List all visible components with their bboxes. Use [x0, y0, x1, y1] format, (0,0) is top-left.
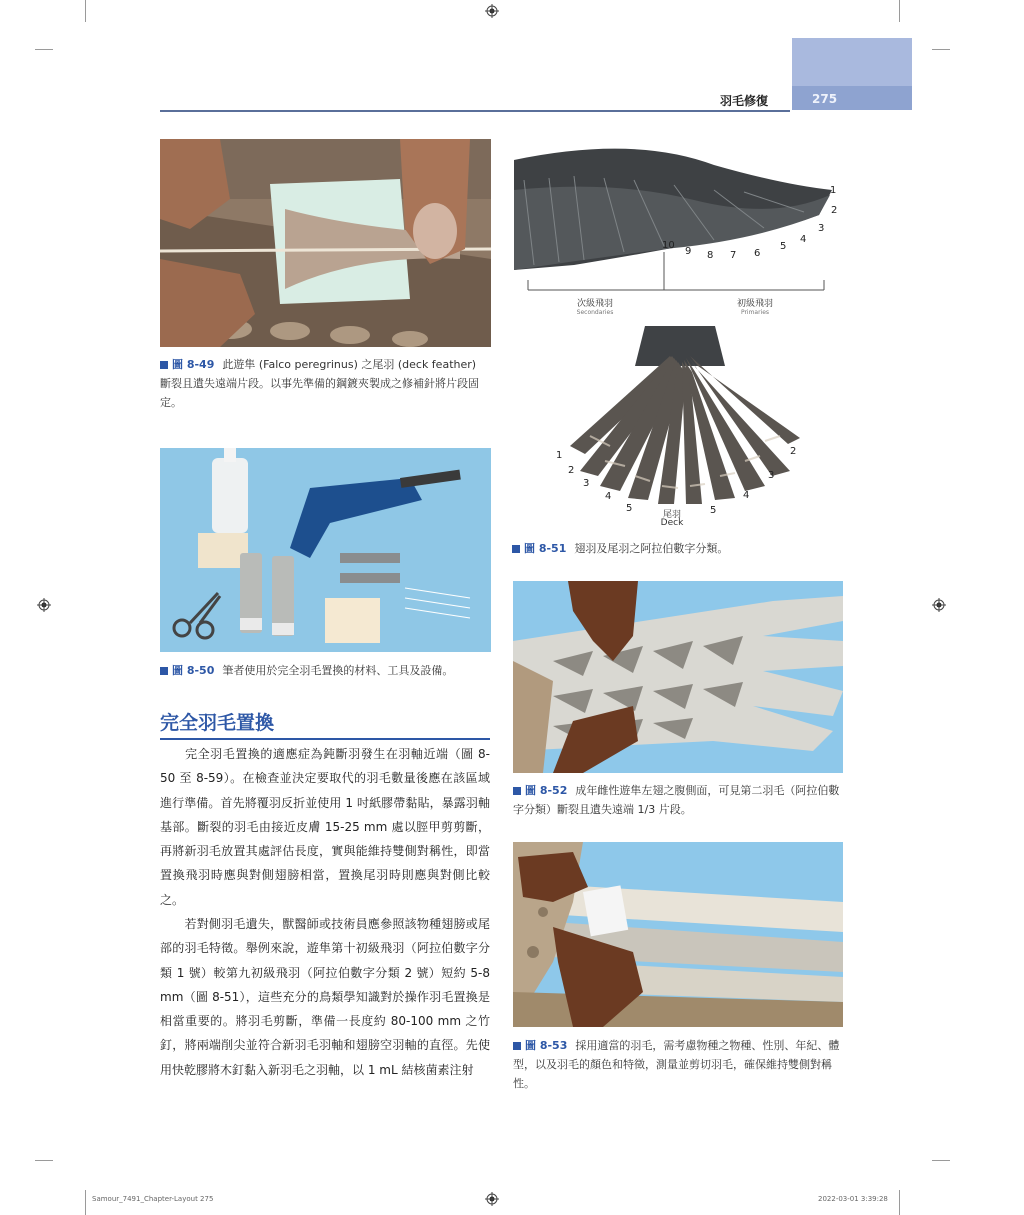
- primaries-label: 初級飛羽: [736, 299, 773, 309]
- crop-mark-bottom-right: [899, 1190, 900, 1215]
- registration-mark-right: [932, 598, 946, 612]
- caption-text: 筆者使用於完全羽毛置換的材料、工具及設備。: [222, 664, 454, 677]
- secondaries-sublabel: Secondaries: [576, 309, 614, 316]
- figure-marker: [513, 1042, 521, 1050]
- print-slug-left: Samour_7491_Chapter-Layout 275: [92, 1195, 214, 1203]
- caption-text: 採用適當的羽毛，需考慮物種之物種、性別、年紀、體型，以及羽毛的顏色和特徵，測量並剪切羽毛，確保維持雙側對稱性。: [513, 1039, 840, 1090]
- crop-mark-right-upper: [932, 49, 950, 50]
- figure-8-53-photo: [513, 842, 843, 1027]
- tail-number-left-4: 4: [605, 491, 612, 502]
- crop-mark-left-lower: [35, 1160, 53, 1161]
- figure-8-51-caption: [512, 539, 842, 558]
- figure-8-52-photo: [513, 581, 843, 773]
- caption-text: 成年雌性遊隼左翅之腹側面，可見第二羽毛（阿拉伯數字分類）斷裂且遺失遠端 1/3 片段。: [513, 784, 840, 816]
- crop-mark-top-left: [85, 0, 86, 22]
- figure-8-49-photo: [160, 139, 491, 347]
- figure-8-52-caption: [513, 781, 843, 819]
- figure-8-51-wing-photo: [514, 140, 844, 320]
- crop-mark-bottom-left: [85, 1190, 86, 1215]
- wing-number-1: 1: [830, 185, 837, 196]
- tail-number-left-5: 5: [626, 503, 633, 514]
- figure-marker: [160, 667, 168, 675]
- wing-number-9: 9: [685, 246, 692, 257]
- running-header-title: 羽毛修復: [720, 94, 769, 108]
- tail-number-right-4: 4: [743, 490, 750, 501]
- page-number: 275: [812, 92, 838, 106]
- figure-8-53-caption: [513, 1036, 843, 1093]
- figure-8-49-caption: [160, 355, 490, 412]
- tail-number-left-1: 1: [556, 450, 563, 461]
- wing-number-2: 2: [831, 205, 838, 216]
- wing-number-5: 5: [780, 241, 787, 252]
- wing-number-4: 4: [800, 234, 807, 245]
- tail-number-right-2: 2: [790, 446, 797, 457]
- figure-number: 圖 8-49: [172, 358, 215, 371]
- registration-mark-top: [485, 4, 499, 18]
- crop-mark-right-lower: [932, 1160, 950, 1161]
- print-slug-right: 2022-03-01 3:39:28: [818, 1195, 888, 1203]
- wing-number-8: 8: [707, 250, 714, 261]
- figure-marker: [513, 787, 521, 795]
- section-heading: 完全羽毛置換: [160, 708, 490, 740]
- tail-number-right-3: 3: [768, 470, 775, 481]
- caption-text: 翅羽及尾羽之阿拉伯數字分類。: [574, 542, 729, 555]
- crop-mark-left-upper: [35, 49, 53, 50]
- secondaries-label: 次級飛羽: [576, 299, 613, 309]
- wing-number-10: 10: [662, 240, 675, 251]
- wing-number-3: 3: [818, 223, 825, 234]
- deck-sublabel: Deck: [660, 518, 684, 528]
- figure-marker: [512, 545, 520, 553]
- body-paragraph-2: 若對側羽毛遺失，獸醫師或技術員應參照該物種翅膀或尾部的羽毛特徵。舉例來說，遊隼第十初級飛羽（阿拉伯數字分類 1 號）較第九初級飛羽（阿拉伯數字分類 2 號）短約 5-8 mm（圖 8-51），這些充分的鳥類學知識對於操作羽毛置換是相當重要的。將羽毛剪斷，準備一長度約 80-100 mm 之竹釘，將兩端削尖並符合新羽毛羽軸和翅膀空羽軸的直徑。先使用快乾膠將木釘黏入新羽毛之羽軸，以 1 mL 結核菌素注射: [160, 917, 490, 1077]
- figure-number: 圖 8-51: [524, 542, 567, 555]
- wing-number-6: 6: [754, 248, 761, 259]
- primaries-sublabel: Primaries: [740, 309, 770, 316]
- caption-text: 此遊隼 (Falco peregrinus) 之尾羽 (deck feather) 斷裂且遺失遠端片段。以事先準備的鋼鍍夾製成之修補針將片段固定。: [160, 358, 479, 409]
- figure-8-50-photo: [160, 448, 491, 652]
- registration-mark-left: [37, 598, 51, 612]
- tail-number-left-2: 2: [568, 465, 575, 476]
- registration-mark-bottom: [485, 1192, 499, 1206]
- tail-number-right-5: 5: [710, 505, 717, 516]
- figure-number: 圖 8-50: [172, 664, 215, 677]
- wing-number-7: 7: [730, 250, 737, 261]
- figure-number: 圖 8-53: [525, 1039, 568, 1052]
- page-number-box: [792, 86, 912, 110]
- figure-8-50-caption: [160, 661, 490, 680]
- body-paragraph-1: 完全羽毛置換的適應症為鈍斷羽發生在羽軸近端（圖 8-50 至 8-59）。在檢查並決定要取代的羽毛數量後應在該區域進行準備。首先將覆羽反折並使用 1 吋紙膠帶黏貼，暴露羽軸基部。斷裂的羽毛由接近皮膚 15-25 mm 處以脛甲剪剪斷，再將新羽毛放置其處評估長度，實與能維持雙側對稱性，即當置換飛羽時應與對側翅膀相當，置換尾羽時則應與對側比較之。: [160, 747, 490, 907]
- header-rule: [160, 110, 790, 112]
- figure-marker: [160, 361, 168, 369]
- crop-mark-top-right: [899, 0, 900, 22]
- figure-number: 圖 8-52: [525, 784, 568, 797]
- deck-label: 尾羽: [662, 510, 681, 520]
- tail-number-left-3: 3: [583, 478, 590, 489]
